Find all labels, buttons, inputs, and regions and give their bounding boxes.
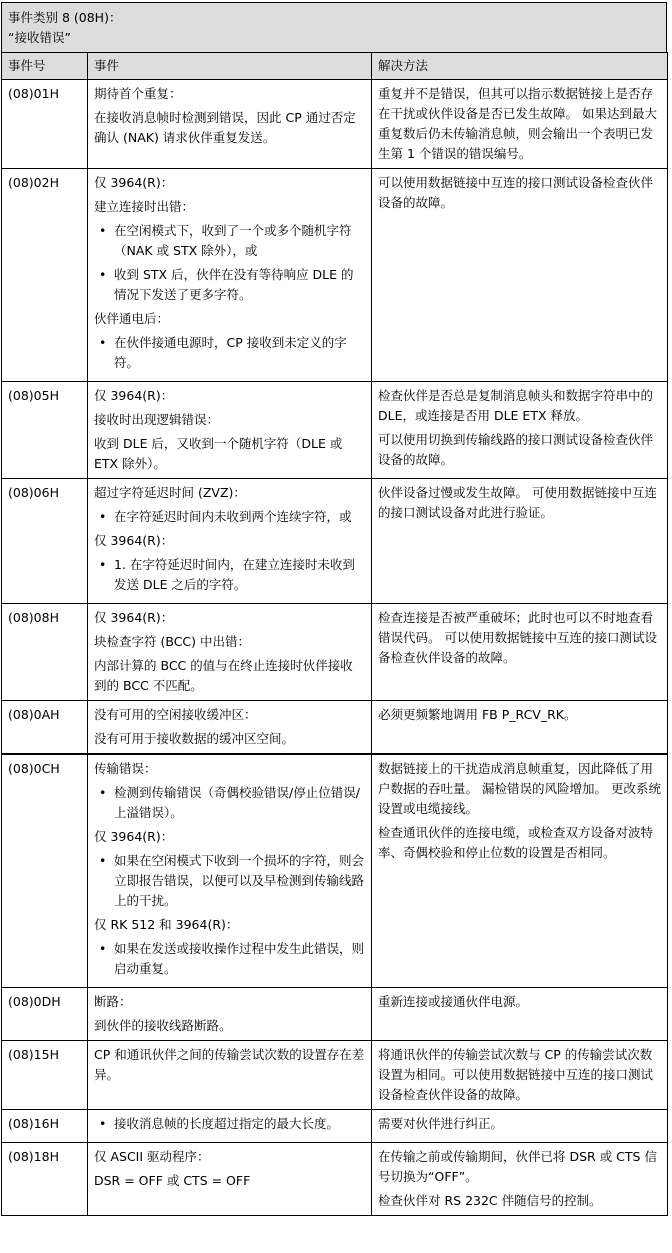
solution-cell xyxy=(372,479,668,604)
bullet-list xyxy=(94,333,365,373)
bullet-item: • 如果在发送或接收操作过程中发生此错误，则启动重复。 xyxy=(94,939,365,979)
table-caption xyxy=(1,2,667,52)
bullet-list xyxy=(94,939,365,979)
solution-cell xyxy=(372,1041,668,1110)
event-number-cell: (08)18H xyxy=(2,1143,88,1216)
solution-cell xyxy=(372,1143,668,1216)
solution-cell xyxy=(372,701,668,755)
cell-paragraph: 检查伙伴是否总是复制消息帧头和数据字符串中的 DLE，或连接是否用 DLE ETX 释放。 xyxy=(378,388,654,423)
cell-paragraph: 内部计算的 BCC 的值与在终止连接时伙伴接收到的 BCC 不匹配。 xyxy=(94,658,353,693)
event-number-cell: (08)01H xyxy=(2,80,88,169)
event-class-document xyxy=(1,2,667,1216)
event-number-cell: (08)0AH xyxy=(2,701,88,755)
cell-paragraph: 必须更频繁地调用 FB P_RCV_RK。 xyxy=(378,707,577,722)
cell-paragraph: 收到 DLE 后，又收到一个随机字符（DLE 或 ETX 除外）。 xyxy=(94,436,343,471)
bullet-item: • 在伙伴接通电源时，CP 接收到未定义的字符。 xyxy=(94,333,365,373)
event-number-cell: (08)02H xyxy=(2,169,88,382)
bullet-item: • 在空闲模式下，收到了一个或多个随机字符（NAK 或 STX 除外），或 xyxy=(94,221,365,261)
cell-paragraph: 重新连接或接通伙伴电源。 xyxy=(378,994,529,1009)
cell-paragraph: 在传输之前或传输期间，伙伴已将 DSR 或 CTS 信号切换为“OFF”。 xyxy=(378,1149,657,1184)
table-row xyxy=(2,701,668,755)
event-number-cell: (08)15H xyxy=(2,1041,88,1110)
table-row xyxy=(2,1143,668,1216)
cell-paragraph: 仅 ASCII 驱动程序： xyxy=(94,1149,210,1164)
event-number-cell: (08)05H xyxy=(2,382,88,479)
event-description-cell xyxy=(88,701,372,755)
cell-paragraph: 超过字符延迟时间 (ZVZ)： xyxy=(94,485,246,500)
cell-paragraph: 伙伴通电后： xyxy=(94,311,170,326)
solution-cell xyxy=(372,80,668,169)
bullet-list xyxy=(94,221,365,305)
solution-cell xyxy=(372,169,668,382)
event-number-cell: (08)0CH xyxy=(2,754,88,988)
event-description-cell xyxy=(88,754,372,988)
solution-cell xyxy=(372,604,668,701)
event-description-cell xyxy=(88,604,372,701)
event-number-cell: (08)08H xyxy=(2,604,88,701)
event-description-cell xyxy=(88,169,372,382)
bullet-list xyxy=(94,1114,365,1134)
event-description-cell xyxy=(88,382,372,479)
cell-paragraph: 传输错误： xyxy=(94,761,157,776)
event-class-title: 事件类别 8 (08H)： xyxy=(8,10,122,25)
table-row xyxy=(2,80,668,169)
solution-cell xyxy=(372,988,668,1041)
event-number-cell: (08)0DH xyxy=(2,988,88,1041)
bullet-list xyxy=(94,555,365,595)
table-header-row xyxy=(2,53,668,80)
event-description-cell xyxy=(88,988,372,1041)
bullet-item: • 收到 STX 后，伙伴在没有等待响应 DLE 的情况下发送了更多字符。 xyxy=(94,265,365,305)
cell-paragraph: 断路： xyxy=(94,994,132,1009)
cell-paragraph: 检查伙伴对 RS 232C 伴随信号的控制。 xyxy=(378,1193,602,1208)
cell-paragraph: 数据链接上的干扰造成消息帧重复，因此降低了用户数据的吞吐量。 漏检错误的风险增加。 更改系统设置或电缆接线。 xyxy=(378,761,661,816)
cell-paragraph: 可以使用数据链接中互连的接口测试设备检查伙伴设备的故障。 xyxy=(378,175,654,210)
bullet-item: • 1. 在字符延迟时间内，在建立连接时未收到发送 DLE 之后的字符。 xyxy=(94,555,365,595)
cell-paragraph: 建立连接时出错： xyxy=(94,199,195,214)
bullet-item: • 接收消息帧的长度超过指定的最大长度。 xyxy=(94,1114,365,1134)
table-row xyxy=(2,479,668,604)
table-row xyxy=(2,604,668,701)
event-description-cell xyxy=(88,80,372,169)
cell-paragraph: 将通讯伙伴的传输尝试次数与 CP 的传输尝试次数设置为相同。可以使用数据链接中互连的接口测试设备检查伙伴设备的故障。 xyxy=(378,1047,654,1102)
column-header-event: 事件 xyxy=(88,53,372,80)
cell-paragraph: 在接收消息帧时检测到错误，因此 CP 通过否定确认 (NAK) 请求伙伴重复发送。 xyxy=(94,110,356,145)
event-class-subtitle: “接收错误” xyxy=(8,30,71,45)
event-description-cell xyxy=(88,479,372,604)
event-description-cell xyxy=(88,1041,372,1110)
cell-paragraph: 仅 3964(R)： xyxy=(94,388,174,403)
cell-paragraph: 没有可用的空闲接收缓冲区： xyxy=(94,707,257,722)
bullet-list xyxy=(94,507,365,527)
solution-cell xyxy=(372,382,668,479)
cell-paragraph: 检查连接是否被严重破坏；此时也可以不时地查看错误代码。 可以使用数据链接中互连的接口测试设备检查伙伴设备的故障。 xyxy=(378,610,657,665)
table-row xyxy=(2,988,668,1041)
event-description-cell xyxy=(88,1110,372,1143)
cell-paragraph: 块检查字符 (BCC) 中出错： xyxy=(94,634,251,649)
cell-paragraph: 期待首个重复： xyxy=(94,86,182,101)
table-row xyxy=(2,1041,668,1110)
column-header-event-number: 事件号 xyxy=(2,53,88,80)
event-number-cell: (08)06H xyxy=(2,479,88,604)
bullet-item: • 如果在空闲模式下收到一个损坏的字符，则会立即报告错误，以便可以及早检测到传输线路上的干扰。 xyxy=(94,851,365,911)
cell-paragraph: 仅 RK 512 和 3964(R)： xyxy=(94,917,239,932)
event-number-cell: (08)16H xyxy=(2,1110,88,1143)
cell-paragraph: 没有可用于接收数据的缓冲区空间。 xyxy=(94,731,295,746)
solution-cell xyxy=(372,1110,668,1143)
event-description-cell xyxy=(88,1143,372,1216)
cell-paragraph: 接收时出现逻辑错误： xyxy=(94,412,220,427)
column-header-solution: 解决方法 xyxy=(372,53,668,80)
cell-paragraph: 检查通讯伙伴的连接电缆，或检查双方设备对波特率、奇偶校验和停止位数的设置是否相同。 xyxy=(378,825,654,860)
solution-cell xyxy=(372,754,668,988)
cell-paragraph: 到伙伴的接收线路断路。 xyxy=(94,1018,232,1033)
cell-paragraph: 需要对伙伴进行纠正。 xyxy=(378,1116,504,1131)
table-row xyxy=(2,1110,668,1143)
bullet-list xyxy=(94,783,365,823)
cell-paragraph: 可以使用切换到传输线路的接口测试设备检查伙伴设备的故障。 xyxy=(378,432,654,467)
cell-paragraph: 仅 3964(R)： xyxy=(94,533,174,548)
event-table xyxy=(1,52,668,1216)
table-row xyxy=(2,169,668,382)
bullet-item: • 在字符延迟时间内未收到两个连续字符，或 xyxy=(94,507,365,527)
table-row xyxy=(2,754,668,988)
cell-paragraph: DSR = OFF 或 CTS = OFF xyxy=(94,1173,251,1188)
cell-paragraph: 仅 3964(R)： xyxy=(94,610,174,625)
cell-paragraph: 仅 3964(R)： xyxy=(94,829,174,844)
bullet-list xyxy=(94,851,365,911)
table-row xyxy=(2,382,668,479)
cell-paragraph: CP 和通讯伙伴之间的传输尝试次数的设置存在差异。 xyxy=(94,1047,365,1082)
cell-paragraph: 重复并不是错误，但其可以指示数据链接上是否存在干扰或伙伴设备是否已发生故障。 如果达到最大重复数后仍未传输消息帧，则会输出一个表明已发生第 1 个错误的错误编号。 xyxy=(378,86,657,161)
bullet-item: • 检测到传输错误（奇偶校验错误/停止位错误/上溢错误）。 xyxy=(94,783,365,823)
cell-paragraph: 伙伴设备过慢或发生故障。 可使用数据链接中互连的接口测试设备对此进行验证。 xyxy=(378,485,657,520)
cell-paragraph: 仅 3964(R)： xyxy=(94,175,174,190)
